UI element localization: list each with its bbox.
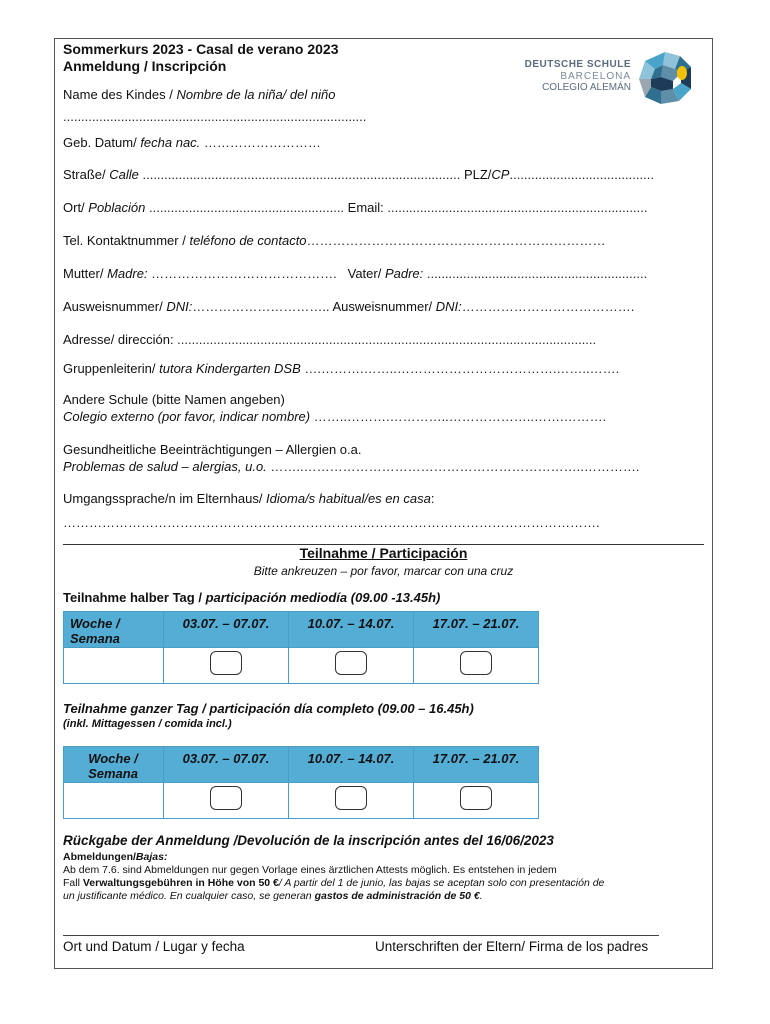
school-dots: ……..……….…………..………………..…….………. bbox=[310, 409, 607, 424]
return-label-es: Bajas: bbox=[135, 851, 168, 863]
week-2-header: 10.07. – 14.07. bbox=[289, 747, 414, 783]
id-numbers-field[interactable] bbox=[63, 299, 704, 314]
logo-text-2: BARCELONA bbox=[560, 71, 631, 82]
parents-field[interactable] bbox=[63, 266, 704, 281]
zip-dots: ........................................ bbox=[509, 167, 654, 182]
father-dots: ............................................................. bbox=[423, 266, 648, 281]
checkbox-cell bbox=[289, 648, 414, 684]
return-text-3c: . bbox=[479, 890, 483, 902]
return-text-2 bbox=[63, 877, 704, 890]
return-title: Rückgabe der Anmeldung /Devolución de la inscripción antes del 16/06/2023 bbox=[63, 833, 554, 848]
school-es: Colegio externo (por favor, indicar nombre) bbox=[63, 409, 311, 424]
father-de: Vater/ bbox=[336, 266, 385, 281]
week-label-1: Woche / bbox=[88, 751, 138, 766]
return-fee-es: gastos de administración de 50 € bbox=[314, 890, 480, 902]
week-header bbox=[64, 747, 164, 783]
id1-es: DNI: bbox=[166, 299, 193, 314]
address-field[interactable] bbox=[63, 332, 704, 347]
return-text-2a: Fall bbox=[63, 877, 83, 889]
week-3-header: 17.07. – 21.07. bbox=[414, 747, 539, 783]
title-line-1: Sommerkurs 2023 - Casal de verano 2023 bbox=[63, 41, 339, 57]
dob-dots: ……………………… bbox=[200, 135, 321, 150]
logo-text-3: COLEGIO ALEMÁN bbox=[542, 82, 631, 93]
city-email-field[interactable] bbox=[63, 200, 704, 215]
address-label: Adresse/ dirección: bbox=[63, 332, 178, 347]
full-day-header-row bbox=[64, 747, 539, 783]
checkbox-cell bbox=[164, 648, 289, 684]
full-day-checkbox-row bbox=[64, 783, 539, 819]
health-es: Problemas de salud – alergias, u.o. bbox=[63, 459, 267, 474]
language-dots: ……………………………………………………………………………………………………………. bbox=[63, 515, 600, 530]
parents-signature-label: Unterschriften der Eltern/ Firma de los padres bbox=[375, 939, 649, 954]
city-dots: ...................................................... bbox=[145, 200, 345, 215]
return-text-1: Ab dem 7.6. sind Abmeldungen nur gegen Vorlage eines ärztlichen Attests möglich. Es entstehen in jedem bbox=[63, 864, 557, 876]
phone-de: Tel. Kontaktnummer / bbox=[63, 233, 190, 248]
mother-es: Madre: bbox=[107, 266, 148, 281]
id2-es: DNI: bbox=[435, 299, 462, 314]
half-day-header-row bbox=[64, 612, 539, 648]
full-day-subheading: (inkl. Mittagessen / comida incl.) bbox=[63, 718, 232, 730]
other-school-label bbox=[63, 392, 704, 407]
address-dots: .................................................................................................................... bbox=[177, 332, 597, 347]
checkbox-cell bbox=[289, 783, 414, 819]
school-logo bbox=[524, 51, 719, 111]
email-label: Email: bbox=[344, 200, 388, 215]
full-day-week-2-checkbox[interactable] bbox=[335, 786, 367, 810]
health-label bbox=[63, 442, 704, 457]
week-header bbox=[64, 612, 164, 648]
return-fee-de: Verwaltungsgebühren in Höhe von 50 € bbox=[82, 877, 279, 889]
street-de: Straße/ bbox=[63, 167, 110, 182]
full-day-week-3-checkbox[interactable] bbox=[460, 786, 492, 810]
return-label bbox=[63, 851, 704, 864]
father-es: Padre: bbox=[384, 266, 424, 281]
health-dots: ……..………………………………………………………..…………. bbox=[266, 459, 640, 474]
participation-title: Teilnahme / Participación bbox=[299, 545, 468, 561]
street-es: Calle bbox=[109, 167, 139, 182]
id1-dots: ………………………….. bbox=[192, 299, 330, 314]
id2-dots: …………………………………. bbox=[461, 299, 635, 314]
city-es: Población bbox=[88, 200, 146, 215]
mother-dots: ……………………………………. bbox=[147, 266, 337, 281]
language-es: Idioma/s habitual/es en casa bbox=[266, 491, 431, 506]
half-day-checkbox-row bbox=[64, 648, 539, 684]
half-day-heading bbox=[63, 590, 704, 605]
child-name-dots: .................................................................................... bbox=[63, 109, 367, 124]
place-date-label: Ort und Datum / Lugar y fecha bbox=[63, 939, 245, 954]
language-label bbox=[63, 491, 704, 506]
phone-dots: …………………………………………………………… bbox=[306, 233, 606, 248]
child-name-label bbox=[63, 87, 704, 102]
phone-es: teléfono de contacto bbox=[189, 233, 307, 248]
id2-de: Ausweisnummer/ bbox=[329, 299, 436, 314]
zip-es: CP bbox=[491, 167, 510, 182]
zip-de: PLZ/ bbox=[460, 167, 492, 182]
language-de: Umgangssprache/n im Elternhaus/ bbox=[63, 491, 267, 506]
group-dots: ….……….……..……………………………….……..……. bbox=[300, 361, 620, 376]
week-label-1: Woche / bbox=[70, 616, 120, 631]
half-day-title-es: participación mediodía (09.00 -13.45h) bbox=[205, 590, 441, 605]
week-label-2: Semana bbox=[88, 766, 138, 781]
half-day-week-2-checkbox[interactable] bbox=[335, 651, 367, 675]
full-day-week-1-checkbox[interactable] bbox=[210, 786, 242, 810]
group-leader-field[interactable] bbox=[63, 361, 704, 376]
school-de: Andere Schule (bitte Namen angeben) bbox=[63, 392, 285, 407]
language-colon: : bbox=[430, 491, 435, 506]
week-2-header: 10.07. – 14.07. bbox=[289, 612, 414, 648]
email-dots: ........................................................................ bbox=[387, 200, 648, 215]
group-es: tutora Kindergarten DSB bbox=[159, 361, 301, 376]
week-label-2: Semana bbox=[70, 631, 120, 646]
phone-field[interactable] bbox=[63, 233, 704, 248]
logo-text-1: DEUTSCHE SCHULE bbox=[524, 59, 631, 70]
birthdate-field[interactable] bbox=[63, 135, 704, 150]
return-label-de: Abmeldungen/ bbox=[63, 851, 136, 863]
id1-de: Ausweisnummer/ bbox=[63, 299, 167, 314]
mother-de: Mutter/ bbox=[63, 266, 108, 281]
registration-form bbox=[54, 38, 713, 969]
week-1-header: 03.07. – 07.07. bbox=[164, 612, 289, 648]
full-day-table bbox=[63, 746, 539, 819]
title-line-2: Anmeldung / Inscripción bbox=[63, 58, 227, 74]
form-title bbox=[63, 41, 339, 75]
checkbox-cell bbox=[414, 783, 539, 819]
city-de: Ort/ bbox=[63, 200, 89, 215]
health-field[interactable] bbox=[63, 459, 704, 474]
half-day-table bbox=[63, 611, 539, 684]
week-1-header: 03.07. – 07.07. bbox=[164, 747, 289, 783]
return-text-3a: un justificante médico. En cualquier caso, se generan bbox=[63, 890, 315, 902]
child-name-de: Name des Kindes / bbox=[63, 87, 177, 102]
half-day-title-de: Teilnahme halber Tag / bbox=[63, 590, 206, 605]
checkbox-cell bbox=[164, 783, 289, 819]
street-zip-field[interactable] bbox=[63, 167, 704, 182]
return-text-2c: / A partir del 1 de junio, las bajas se aceptan solo con presentación de bbox=[278, 877, 605, 889]
week-3-header: 17.07. – 21.07. bbox=[414, 612, 539, 648]
health-de: Gesundheitliche Beeinträchtigungen – Allergien o.a. bbox=[63, 442, 362, 457]
empty-cell bbox=[64, 648, 164, 684]
half-day-week-1-checkbox[interactable] bbox=[210, 651, 242, 675]
child-name-field[interactable] bbox=[63, 109, 704, 124]
other-school-field[interactable] bbox=[63, 409, 704, 424]
dob-de: Geb. Datum/ bbox=[63, 135, 141, 150]
signature-line[interactable] bbox=[63, 935, 659, 936]
full-day-heading: Teilnahme ganzer Tag / participación día completo (09.00 – 16.45h) bbox=[63, 701, 474, 716]
group-de: Gruppenleiterin/ bbox=[63, 361, 160, 376]
checkbox-cell bbox=[414, 648, 539, 684]
language-field[interactable] bbox=[63, 515, 704, 530]
return-text-3 bbox=[63, 890, 704, 903]
empty-cell bbox=[64, 783, 164, 819]
participation-subtitle: Bitte ankreuzen – por favor, marcar con una cruz bbox=[253, 564, 514, 578]
dob-es: fecha nac. bbox=[140, 135, 201, 150]
street-dots: ........................................................................................ bbox=[138, 167, 461, 182]
child-name-es: Nombre de la niña/ del niño bbox=[176, 87, 336, 102]
half-day-week-3-checkbox[interactable] bbox=[460, 651, 492, 675]
